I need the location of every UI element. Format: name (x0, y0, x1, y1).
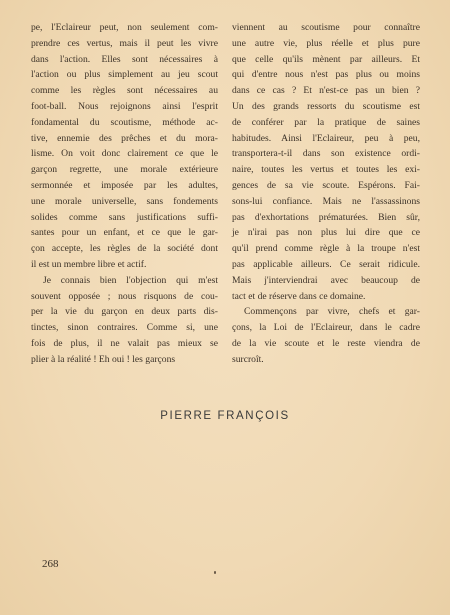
text-line: per la vie du garçon en deux parts dis- (31, 306, 218, 318)
text-line: pe, l'Eclaireur peut, non seulement com- (31, 22, 218, 33)
text-line: naire, toutes les vertus et toutes les exi- (232, 164, 420, 176)
text-line: surcroît. (232, 353, 264, 365)
text-line: fondamental du scoutisme, méthode ac- (31, 116, 218, 128)
text-line: une morale universelle, sans fondements (31, 195, 218, 207)
text-line: Un des grands ressorts du scoutisme est (232, 100, 420, 112)
text-line: souvent opposée ; nous risquons de cou- (31, 290, 218, 302)
text-line: garçon regrette, une morale extérieure (31, 164, 218, 176)
text-line: une autre vie, plus réelle et plus pure (232, 37, 420, 49)
text-line: pas applicable ailleurs. Ce serait ridicule. (232, 258, 420, 270)
ink-speck (214, 571, 216, 574)
text-line: pas d'exhortations prématurées. Bien sûr, (232, 211, 420, 223)
text-line: habitudes. Ainsi l'Eclaireur, peu à peu, (232, 132, 420, 144)
text-line: dans ce cas ? Et n'est-ce pas un bien ? (232, 85, 420, 97)
text-line: que celle qu'ils mènent par ailleurs. Et (232, 53, 420, 65)
paragraph (232, 304, 420, 367)
text-line: tact et de réserve dans ce domaine. (232, 290, 366, 302)
text-line: çons, la Loi de l'Eclaireur, dans le cadre (232, 322, 420, 334)
text-line: Commençons par vivre, chefs et gar- (244, 306, 420, 318)
text-line: Mais j'interviendrai avec beaucoup de (232, 274, 420, 286)
text-line: sons-lui confiance. Mais ne l'assassinons (232, 195, 420, 207)
paragraph (31, 273, 218, 368)
text-line: solides comme sans justifications suffi- (31, 211, 218, 223)
text-line: comme les règles sont nécessaires au (31, 85, 218, 97)
paragraph (232, 20, 420, 304)
text-line: foot-ball. Nous rejoignons ainsi l'esprit (31, 100, 218, 112)
left-column (31, 20, 218, 368)
text-line: viennent au scoutisme pour connaître (232, 22, 420, 33)
paragraph (31, 20, 218, 273)
text-line: de la vie scoute et le reste viendra de (232, 337, 420, 349)
text-line: qu'il prend comme règle à la troupe n'est (232, 243, 420, 255)
text-line: lisme. On voit donc clairement ce que le (31, 148, 218, 160)
text-line: tive, ennemie des prêches et du mora- (31, 132, 218, 144)
page-number: 268 (42, 558, 59, 570)
text-line: transportera-t-il dans son existence ordi- (232, 148, 420, 160)
text-line: je n'irai pas non plus lui dire que ce (232, 227, 420, 239)
text-line: tinctes, sinon contraires. Comme si, une (31, 322, 218, 334)
right-column (232, 20, 420, 368)
text-line: qui d'entre nous n'est pas plus ou moins (232, 69, 420, 81)
text-line: santes pour un enfant, et ce que le gar- (31, 227, 218, 239)
text-line: gences de sa vie scoute. Espérons. Fai- (232, 179, 420, 191)
text-line: çon accepte, les règles de la société dont (31, 243, 218, 255)
text-line: de conférer par la pratique de saines (232, 116, 420, 128)
text-line: l'action ou plus simplement au jeu scout (31, 69, 218, 81)
text-line: Je connais bien l'objection qui m'est (43, 274, 218, 286)
text-line: plier à la réalité ! Eh oui ! les garçons (31, 353, 176, 365)
text-line: dans l'action. Elles sont nécessaires à (31, 53, 218, 65)
author-signature: PIERRE FRANÇOIS (160, 410, 290, 422)
text-line: fois de plus, il ne valait pas mieux se (31, 337, 218, 349)
text-line: prendre ces vertus, mais il peut les vivre (31, 37, 218, 49)
text-line: sermonnée et imposée par les adultes, (31, 179, 218, 191)
text-line: il est un membre libre et actif. (31, 258, 147, 270)
